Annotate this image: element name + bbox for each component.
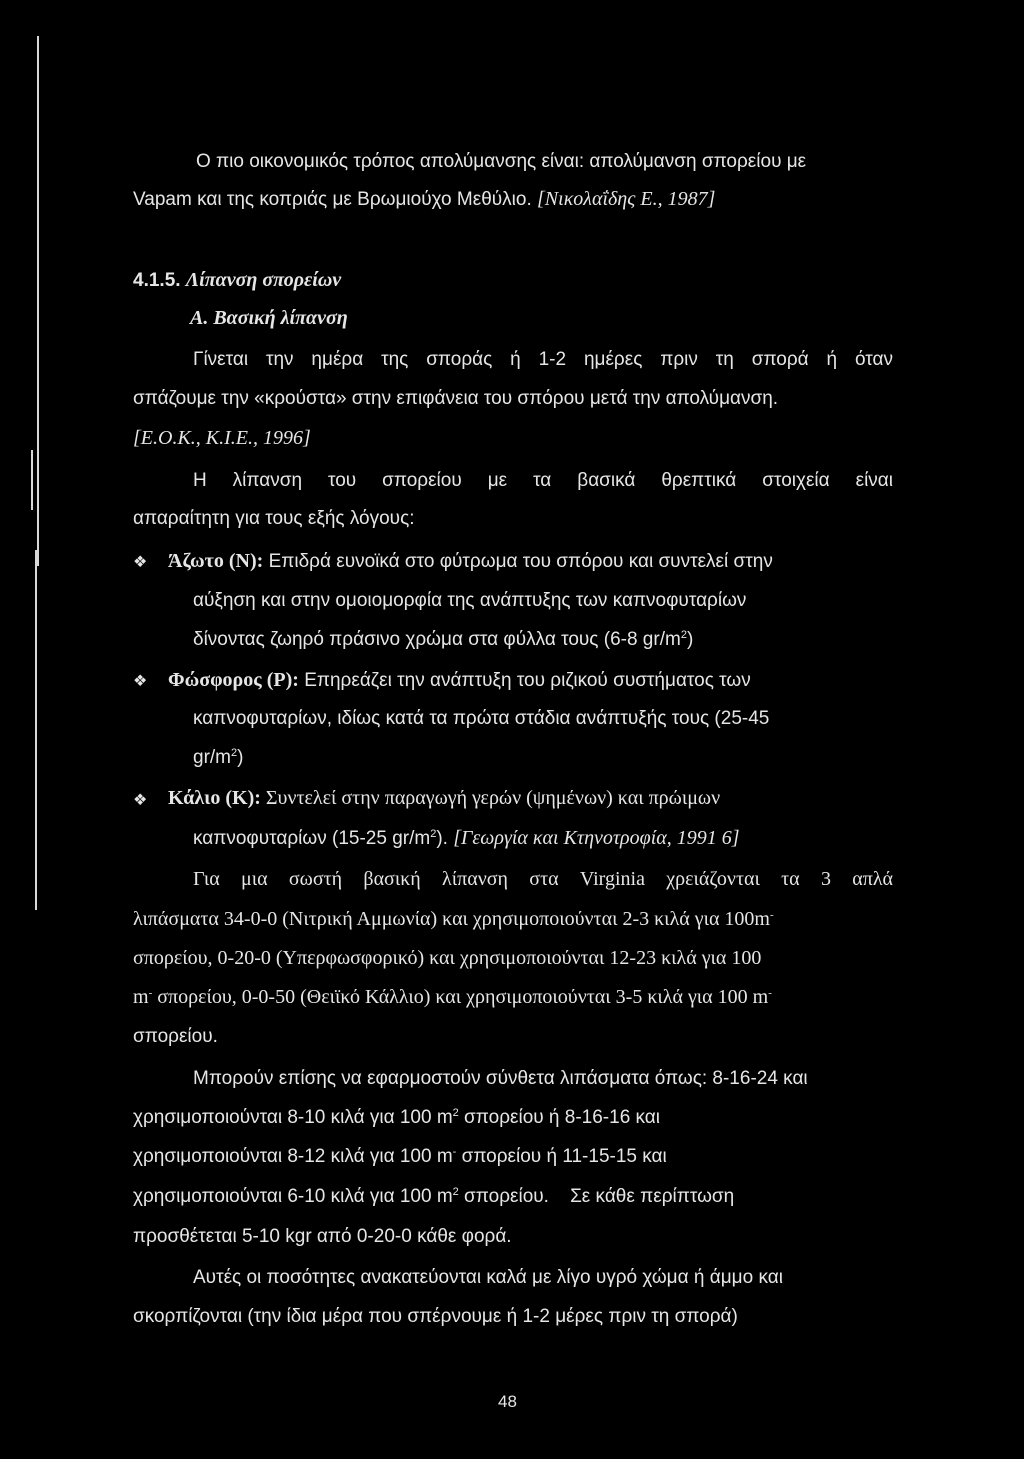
paragraph-line: Η λίπανση του σπορείου με τα βασικά θρεπτικά στοιχεία είναι [193,470,893,491]
nutrient-label: Κάλιο (K): [168,787,261,809]
citation: [Νικολαΐδης Ε., 1987] [537,188,716,210]
scan-edge-line [35,550,37,910]
paragraph-line [133,907,893,931]
text-span: Συντελεί στην παραγωγή γερών (ψημένων) και πρώιμων [265,787,721,809]
diamond-bullet-icon: ❖ [133,792,148,809]
citation: [Ε.Ο.Κ., Κ.Ι.Ε., 1996] [133,427,311,449]
diamond-bullet-icon: ❖ [133,673,148,690]
text-span: χρησιμοποιούνται 8-10 κιλά για 100 m [133,1107,453,1128]
scan-edge-line [37,36,39,566]
superscript: - [768,987,772,999]
paragraph-line: Ο πιο οικονομικός τρόπος απολύμανσης είναι: απολύμανση σπορείου με [196,151,807,172]
bullet-line [168,549,928,574]
superscript: 2 [452,1186,459,1198]
superscript: - [452,1146,457,1158]
subsection-heading: Α. Βασική λίπανση [190,307,348,329]
superscript: 2 [430,828,437,840]
page-number: 48 [498,1392,517,1411]
paragraph-line: προσθέτεται 5-10 kgr από 0-20-0 κάθε φορά. [133,1226,512,1247]
text-span: gr/m [193,747,231,768]
text-span: Επιδρά ευνοϊκά στο φύτρωμα του σπόρου και συντελεί στην [268,551,773,572]
text-span: ) [686,629,694,650]
text-span: χρησιμοποιούνται 6-10 κιλά για 100 m [133,1186,453,1207]
bullet-line: αύξηση και στην ομοιομορφία της ανάπτυξης των καπνοφυταρίων [193,590,747,611]
paragraph-line: σπορείου. [133,1026,218,1047]
text-span: καπνοφυταρίων (15-25 gr/m [193,828,431,849]
text-span: σπορείου ή 8-16-16 και [458,1107,661,1128]
text-span: ). [436,828,448,849]
text-span: δίνοντας ζωηρό πράσινο χρώμα στα φύλλα τους (6-8 gr/m [193,629,681,650]
text-span: χρησιμοποιούνται 8-12 κιλά για 100 m [133,1146,453,1167]
nutrient-label: Φώσφορος (P): [168,669,299,691]
paragraph-line: Γίνεται την ημέρα της σποράς ή 1-2 ημέρες πριν τη σπορά ή όταν [193,349,893,370]
paragraph-line [133,1145,893,1169]
superscript: - [148,987,153,999]
bullet-line: καπνοφυταρίων, ιδίως κατά τα πρώτα στάδια ανάπτυξής τους (25-45 [193,708,770,729]
citation: [Γεωργία και Κτηνοτροφία, 1991 6] [453,827,740,849]
text-span: σπορείου. [458,1186,549,1207]
section-title: Λίπανση σπορείων [185,269,342,291]
text-span: Επηρεάζει την ανάπτυξη του ριζικού συστήματος των [304,670,751,691]
bullet-line [193,628,953,652]
nutrient-label: Άζωτο (N): [168,550,264,572]
superscript: 2 [231,747,238,759]
paragraph-line [133,985,893,1009]
superscript: 2 [680,629,687,641]
superscript: - [770,909,774,921]
superscript: 2 [452,1107,459,1119]
paragraph-line: Αυτές οι ποσότητες ανακατεύονται καλά με λίγο υγρό χώμα ή άμμο και [193,1267,783,1288]
paragraph-line [133,1106,893,1130]
paragraph-line: Για μια σωστή βασική λίπανση στα Virginia χρειάζονται τα 3 απλά [193,868,893,890]
text-span: Σε κάθε περίπτωση [570,1186,735,1207]
paragraph-line: Μπορούν επίσης να εφαρμοστούν σύνθετα λιπάσματα όπως: 8-16-24 και [193,1068,808,1089]
text-span: σπορείου, 0-0-50 (Θειϊκό Κάλλιο) και χρησιμοποιούνται 3-5 κιλά για 100 m [152,986,769,1008]
bullet-line [168,668,928,693]
paragraph-line: απαραίτητη για τους εξής λόγους: [133,508,415,529]
bullet-line [193,826,953,851]
text-span: σπορείου ή 11-15-15 και [456,1146,667,1167]
paragraph-line [133,187,893,212]
section-number: 4.1.5. [133,270,181,291]
text-span: Vapam και της κοπριάς με Βρωμιούχο Μεθύλιο. [133,189,532,210]
text-span: λιπάσματα 34-0-0 (Νιτρική Αμμωνία) και χρησιμοποιούνται 2-3 κιλά για 100m [133,908,770,930]
paragraph-line: σκορπίζονται (την ίδια μέρα που σπέρνουμε ή 1-2 μέρες πριν τη σπορά) [133,1306,738,1327]
bullet-line [168,786,928,810]
text-span: ) [237,747,244,768]
text-span: m [133,986,149,1008]
diamond-bullet-icon: ❖ [133,554,148,571]
scan-edge-line [31,450,33,510]
bullet-line [193,746,953,770]
paragraph-line [133,1185,893,1209]
paragraph-line: σπορείου, 0-20-0 (Υπερφωσφορικό) και χρησιμοποιούνται 12-23 κιλά για 100 [133,947,762,969]
paragraph-line: σπάζουμε την «κρούστα» στην επιφάνεια του σπόρου μετά την απολύμανση. [133,388,779,409]
section-heading [133,268,893,293]
